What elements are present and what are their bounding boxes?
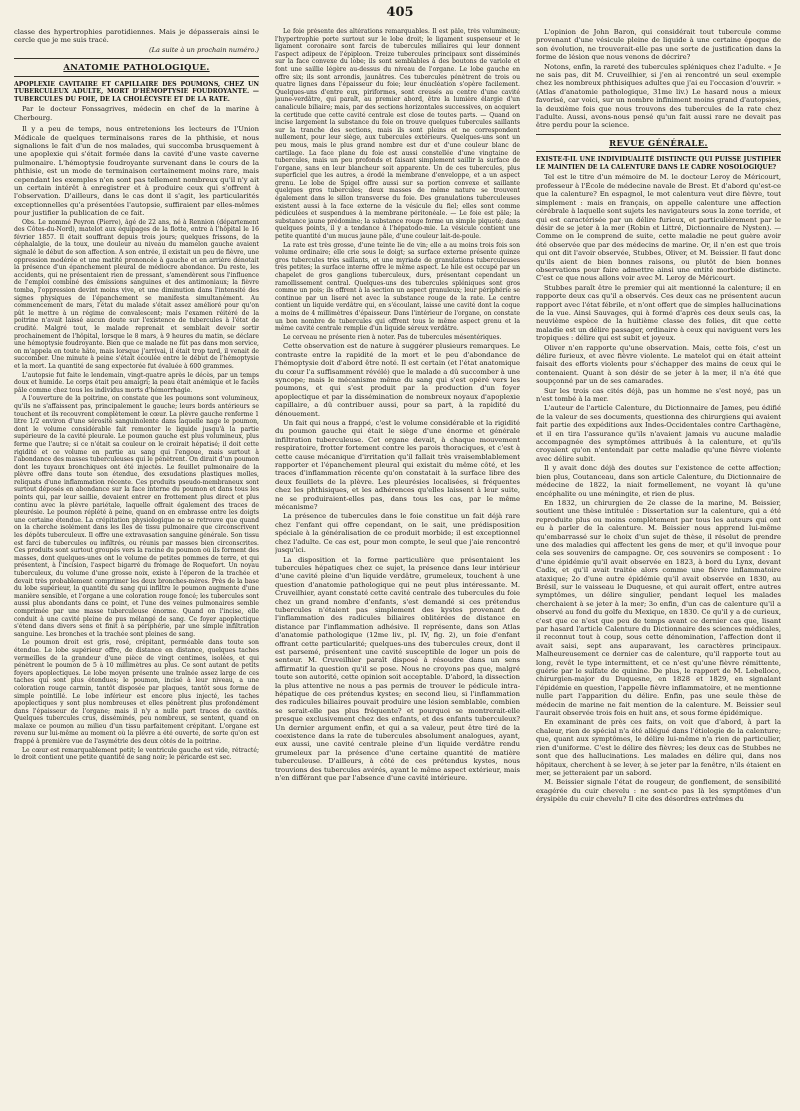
paragraph: L'autopsie fut faite le lendemain, vingt-quatre après le décès, par un temps doux et humide. Le corps était peu amaigri; la peau était anémique et le faciès pâle comme chez tous les individus morts d'hémorrhagie. <box>14 371 259 394</box>
paragraph: La rate est très grosse, d'une teinte lie de vin; elle a au moins trois fois son volume ordinaire; elle crie sous le doigt; sa surface externe présente quinze gros tubercules très saillants, et une myriade de granulations tuberculeuses très petites; la surface interne offre le même aspect. Le hile est occupé par un chapelet de gros ganglions tuberculeux, durs, présentant cependant un ramollissement central. Quelques-uns des tubercules spléniques sont gros comme un pois; ils offrent à la section un aspect granuleux; leur périphérie se continue par un liseré net avec la substance rouge de la rate. Le centre contient un liquide verdâtre qui, en s'écoulant, laisse une cavité dont la coque a moins de 4 millimètres d'épaisseur. Dans l'intérieur de l'organe, on constate un bon nombre de tubercules qui offrent tous le même aspect grenu et la même cavité centrale remplie d'un liquide séreux verdâtre. <box>275 241 520 333</box>
paragraph: Notons, enfin, la rareté des tubercules spléniques chez l'adulte. « Je ne sais pas, dit M. Cruveilhier, si j'en ai rencontré un seul exemple chez les nombreux phthisiques adultes que j'ai eu l'occasion d'ouvrir. » (Atlas d'anatomie pathologique, 31me liv.) Le hasard nous a mieux favorisé, car voici, sur un nombre infiniment moins grand d'autopsies, la deuxième fois que nous trouvons des tubercules de la rate chez l'adulte. Aussi, avons-nous pensé qu'un fait aussi rare ne devait pas être perdu pour la science. <box>536 62 781 130</box>
paragraph: En 1832, un chirurgien de 2e classe de la marine, M. Beissier, soutient une thèse intitulée : Dissertation sur la calenture, qui a été reproduite plus ou moins complètement par tous les auteurs qui ont eu à parler de la calenture. M. Beissier nous apprend lui-même qu'embarrassé sur le choix d'un sujet de thèse, il résolut de prendre une des maladies qui affectent les gens de mer, et qu'il invoque pour cela ses souvenirs de campagne. Or, ces souvenirs se composent : 1o d'une épidémie qu'il avait observée en 1823, à bord du Lynx, devant Cadix, et qu'il avait traitée alors comme une fièvre inflammatoire ataxique; 2o d'une autre épidémie qu'il avait observée en 1830, au Brésil, sur le vaisseau le Duquesne, et qui aurait offert, entre autres symptômes, un délire singulier, pendant lequel les malades cherchaient à se jeter à la mer; 3o enfin, d'un cas de calenture qu'il a observé au fond du golfe du Mexique, en 1830. Ce qu'il y a de curieux, c'est que ce n'est que peu de temps avant ce dernier cas que, lisant par hasard l'article Calenture du Dictionnaire des sciences médicales, il reconnut tout à coup, sous cette dénomination, l'affection dont il avait saisi, sept ans auparavant, les caractères principaux. Malheureusement ce dernier cas de calenture, qu'il rapporte tout au long, revêt le type intermittent, et ce n'est qu'une fièvre rémittente, guérie par le sulfate de quinine. De plus, le rapport de M. Lebelloco, chirurgien-major du Duquesne, en 1828 et 1829, en signalant l'épidémie en question, l'appelle fièvre inflammatoire, et ne mentionne nulle part l'apparition du délire. Enfin, pas une seule thèse de médecin de marine ne fait mention de la calenture. M. Beissier seul l'aurait observée trois fois en huit ans, et sous forme épidémique. <box>536 498 781 718</box>
article-title: APOPLEXIE CAVITAIRE ET CAPILLAIRE DES POUMONS, CHEZ UN TUBERCULEUX ADULTE, MORT D'HÉMOPTYSIE FOUDROYANTE. — TUBERCULES DU FOIE, DE LA CHOLÉCYSTE ET DE LA RATE. <box>14 80 259 103</box>
paragraph: En examinant de près ces faits, on voit que d'abord, à part la chaleur, rien de spécial n'a été allégué dans l'étiologie de la calenture; que, quant aux symptômes, le délire lui-même n'a rien de particulier, rien d'uniforme. C'est le délire des fièvres; les deux cas de Stubbes ne sont que des hallucinations. Les malades en délire qui, dans nos hôpitaux, cherchent à se lever, à se jeter par la fenêtre, n'ils étaient en mer, se jetteraient par un sabord. <box>536 718 781 777</box>
paragraph: Cette observation est de nature à suggérer plusieurs remarques. Le contraste entre la rapidité de la mort et le peu d'abondance de l'hémoptysie doit d'abord être noté. Il est certain (et l'état anatomique du cœur l'a suffisamment révélé) que le malade a dû succomber à une syncope; mais le mécanisme même du sang qui s'est opéré vers les poumons, et qui s'est produit par la production d'un foyer apoplectique et par la dissémination de nombreux noyaux d'apoplexie capillaire, a dû contribuer aussi, pour sa part, à la rapidité du dénouement. <box>275 342 520 418</box>
paragraph: Stubbes paraît être le premier qui ait mentionné la calenture; il en rapporte deux cas qu'il a observés. Ces deux cas ne présentent aucun rapport avec l'état fébrile, et n'ont offert que de simples hallucinations de la vue. Ainsi Sauvages, qui à formé d'après ces deux seuls cas, la neuvième espèce de la huitième classe des folies, dit que cette maladie est un délire passager, ordinaire à ceux qui naviguent vers les tropiques : délire qui est subit et joyeux. <box>536 283 781 343</box>
paragraph: M. Beissier signale l'état de rougeur, de gonflement, de sensibilité exagérée du cuir chevelu : ne sont-ce pas là les symptômes d'un érysipèle du cuir chevelu? Il cite des désordres extrêmes du <box>536 778 781 804</box>
paragraph: Oliver n'en rapporte qu'une observation. Mais, cette fois, c'est un délire furieux, et avec fièvre violente. Le matelot qui en était atteint faisait des efforts violents pour s'échapper des mains de ceux qui le contenaient. Quant à son désir de se jeter à la mer, il n'a été que soupçonné par un de ses camarades. <box>536 343 781 386</box>
continuation-note: (La suite à un prochain numéro.) <box>149 45 259 54</box>
column-2 <box>275 28 520 1106</box>
paragraph: Sur les trois cas cités déjà, pas un homme ne s'est noyé, pas un n'est tombé à la mer. <box>536 386 781 404</box>
article-title: EXISTE-T-IL UNE INDIVIDUALITÉ DISTINCTE QUI PUISSE JUSTIFIER LE MAINTIEN DE LA CALENTURE DANS LE CADRE NOSOLOGIQUE? <box>536 156 781 171</box>
section-title: ANATOMIE PATHOLOGIQUE. <box>63 62 210 73</box>
paragraph: classe des hypertrophies parotidiennes. Mais je dépasserais ainsi le cercle que je me suis tracé. <box>14 28 259 45</box>
paragraph: L'opinion de John Baron, qui considérait tout tubercule comme provenant d'une vésicule pleine de liquide à une certaine époque de son évolution, ne trouverait-elle pas une sorte de justification dans la forme de lésion que nous venons de décrire? <box>536 28 781 62</box>
section-title: REVUE GÉNÉRALE. <box>609 137 708 148</box>
paragraph: Tel est le titre d'un mémoire de M. le docteur Leroy de Méricourt, professeur à l'École de médecine navale de Brest. Et d'abord qu'est-ce que la calenture? En espagnol, le mot calentura veut dire fièvre, tout simplement : mais en français, on appelle calenture une affection cérébrale à laquelle sont sujets les navigateurs sous la zone torride, et qui est caractérisée par un délire furieux, et particulièrement par le désir de se jeter à la mer (Robin et Littré, Dictionnaire de Nysten). — Comme on le comprend de suite, cette maladie ne peut guère avoir été observée que par des médecins de marine. Or, il n'en est que trois qui ont dit l'avoir observée, Stubbes, Oliver, et M. Beissier. Il faut donc qu'ils aient de bien bonnes raisons, ou plutôt de bien bonnes observations pour faire admettre ainsi une entité morbide distincte. C'est ce que nous allons voir avec M. Leroy de Méricourt. <box>536 173 781 283</box>
divider <box>14 58 259 59</box>
paragraph: A l'ouverture de la poitrine, on constate que les poumons sont volumineux, qu'ils ne s'affaissent pas, principalement le gauche; leurs bords antérieurs se touchent et ils recouvrent complètement le cœur. La plèvre gauche renferme 1 litre 1/2 environ d'une sérosité sanguinolente dans laquelle nage le poumon, dont le volume considérable fait remonter le liquide jusqu'à la partie supérieure de la cavité pleurale. Le poumon gauche est plus volumineux, plus ferme que l'autre; si ce n'était sa couleur on le croirait hépatisé; il doit cette rigidité et ce volume en partie au sang qui l'engoue, mais surtout à l'abondance des masses tuberculeuses qui le pénètrent. On dirait d'un poumon dont les tuyaux bronchiques ont été injectés. Le feuillet pulmonaire de la plèvre offre dans toute son étendue, des exsudations plastiques molles, reliquats d'une inflammation récente. Ces produits pseudo-membraneux sont surtout déposés en abondance sur la face interne du poumon et dans tous les points qui, par leur saillie, devaient entrer en frottement plus direct et plus continu avec la plèvre pariétale, laquelle offrait également des traces de pleurésie. Le poumon réplété à peine, quand on en embrasse entre les doigts une certaine étendue. La crépitation physiologique ne se retrouve que quand on la cherche isolément dans les îles de tissu pulmonaire que circonscrivent les dépôts tuberculeux. Il offre une extravasation sanguine générale. Son tissu est farci de tubercules ou infiltrés, ou réunis par masses bien circonscrites. Ces produits sont surtout groupés vers la racine du poumon où ils forment des masses, dont quelques-unes ont le volume de petites pommes de terre, et qui présentent, à l'incision, l'aspect bigarré du fromage de Roquefort. Un noyau tuberculeux, du volume d'une grosse noix, existe à l'éperon de la trachée et devait très probablement comprimer les deux bronches-mères. Près de la base du lobe supérieur, la quantité du sang qui infiltre le poumon augmente d'une manière sensible, et l'organe a une coloration rouge foncé; les tubercules sont aussi plus abondants dans ce point, et l'une des veines pulmonaires semble comprimée par une masse tuberculeuse énorme. Quand on l'incise, elle conduit à une cavité pleine de pus mélangé de sang. Ce foyer apoplectique s'étend dans divers sens et finit à sa périphérie, par une simple infiltration sanguine. Les bronches et la trachée sont pleines de sang. <box>14 395 259 638</box>
paragraph: Un fait qui nous a frappé, c'est le volume considérable et la rigidité du poumon gauche qui était le siège d'une énorme et générale infiltration tuberculeuse. Cet organe devait, à chaque mouvement respiratoire, frotter fortement contre les parois thoraciques, et c'est à cette cause mécanique d'irritation qu'il fallait très vraisemblablement rapporter et l'épanchement pleural qui existait du même côté, et les traces d'inflammation récente qu'on constatait à la surface libre des deux feuillets de la plèvre. Les pleurésies localisées, si fréquentes chez les phthisiques, et les adhérences qu'elles laissent à leur suite, ne se produiraient-elles pas, dans tous les cas, par le même mécanisme? <box>275 419 520 512</box>
paragraph: Le foie présente des altérations remarquables. Il est pâle, très volumineux; l'hypertrophie porte surtout sur le lobe droit; le ligament suspenseur et le ligament coronaire sont farcis de tubercules miliaires qui leur donnent l'aspect adipeux de l'épiploon. Treize tubercules principaux sont disséminés sur la face convexe du lobe; ils sont semblables à des boutons de variole et font une saillie légère au-dessus du niveau de l'organe. Le lobe gauche en offre six; ils sont arrondis, jaunâtres. Ces tubercules pénètrent de trois ou quatre lignes dans l'épaisseur du foie; leur énucléation s'opère facilement. Quelques-uns d'entre eux, piriformes, sont creusés au centre d'une cavité jaune-verdâtre, qui paraît, au premier abord, être la lumière élargie d'un canalicule biliaire; mais, par des sections horizontales successives, on acquiert la certitude que cette cavité centrale est close de toutes parts. — Quand on incise largement la substance du foie on trouve quelques tubercules saillants sur la tranche des sections, mais ils sont pleins et ne correspondent nullement, pour leur siège, aux tubercules extérieurs. Quelques-uns sont un peu mous, mais le plus grand nombre est dur et d'une couleur blanc de cartilage. La face plane du foie est aussi constellée d'une vingtaine de tubercules, mais un peu profonds et faisant simplement saillir la surface de l'organe, sans en leur blancheur soit apparente. Un de ces tubercules, plus superficiel que les autres, a érodé la membrane d'enveloppe, et a un aspect grenu. Le lobe de Spigel offre aussi sur sa portion convexe et saillante quelques gros tubercules; deux masses de même nature se trouvent également dans le sillon transverse du foie. Des granulations tuberculeuses existent aussi à la face externe de la vésicule du fiel; elles sont comme pédiculées et suspendues à la membrane péritonéale. — Le foie est pâle; la substance jaune prédomine; la substance rouge forme un simple piqueté; dans quelques points, il y a tendance à l'hépatodo-mie. La vésicule contient une petite quantité d'un mucus jaune pâle, d'une couleur lait-de-poule. <box>275 28 520 241</box>
divider <box>536 134 781 135</box>
byline: Par le docteur Fonssagrives, médecin en chef de la marine à Cherbourg. <box>14 105 259 122</box>
paragraph: La présence de tubercules dans le foie constitue un fait déjà rare chez l'enfant qui offre cependant, on le sait, une prédisposition spéciale à la généralisation de ce produit morbide; il est exceptionnel chez l'adulte. Ce cas est, pour mon compte, le seul que j'aie rencontré jusqu'ici. <box>275 512 520 555</box>
paragraph: Le cerveau ne présente rien à noter. Pas de tubercules mésentériques. <box>283 333 502 341</box>
paragraph: La disposition et la forme particulière que présentaient les tubercules hépatiques chez ce sujet, la présence dans leur intérieur d'une cavité pleine d'un liquide verdâtre, grumeleux, touchent à une question d'anatomie pathologique qui ne peut plus intéressante. M. Cruveilhier, ayant constaté cette cavité centrale des tubercules du foie chez un grand nombre d'enfants, s'est demandé si ces prétendus tubercules n'étaient pas simplement des kystes provenant de l'inflammation des radicules biliaires oblitérées de distance en distance par l'inflammation adhésive. Il représente, dans son Atlas d'anatomie pathologique (12me liv., pl. IV, fig. 2), un foie d'enfant offrant cette particularité; quelques-uns des tubercules creux, dont il est parsemé, présentent une cavité susceptible de loger un pois de senteur. M. Cruveilhier paraît disposé à résoudre dans un sens affirmatif la question qu'il se pose. Nous ne croyons pas que, malgré toute son autorité, cette opinion soit acceptable. D'abord, la dissection la plus attentive ne nous a pas permis de trouver le pédicule intra-hépatique de ces prétendus kystes; en second lieu, si l'inflammation des radicules biliaires pouvait produire une lésion semblable, combien se serait-elle pas plus fréquente? et pourquoi se montrerait-elle presque exclusivement chez des enfants, et des enfants tuberculeux? Un dernier argument enfin, et qui a sa valeur, peut être tiré de la coexistence dans la rate de tubercules absolument analogues, ayant, eux aussi, une cavité centrale pleine d'un liquide verdâtre rendu grumeleux par la présence d'une certaine quantité de matière tuberculeuse. D'ailleurs, à côté de ces prétendus kystes, nous trouvions des tubercules avérés, ayant le même aspect extérieur, mais n'en différant que par l'absence d'une cavité intérieure. <box>275 555 520 783</box>
paragraph: Il y a peu de temps, nous entretenions les lecteurs de l'Union Médicale de quelques terminaisons rares de la phthisie, et nous signalions le fait d'un de nos malades, qui succomba brusquement à une apoplexie qui s'était formée dans la cavité d'une vaste caverne pulmonaire. L'hémoptysie foudroyante survenant dans le cours de la phthisie, est un mode de terminaison certainement moins rare, mais cependant les exemples n'en sont pas tellement nombreux qu'il n'y ait un certain intérêt à enregistrer et à produire ceux qui s'offrent à l'observation. D'ailleurs, dans le cas dont il s'agit, les particularités exceptionnelles qu'a présentées l'autopsie, suffiraient par elles-mêmes pour justifier la publication de ce fait. <box>14 125 259 218</box>
paragraph: L'auteur de l'article Calenture, du Dictionnaire de James, peu édifié de la valeur de ses documents, questionna des chirurgiens qui avaient fait partie des expéditions aux Indes-Occidentales contre Carthagène, et il en tira l'assurance qu'ils n'avaient jamais vu aucune maladie accompagnée des symptômes attribués à la calenture, et qu'ils croyaient qu'on n'entendait par cette maladie qu'une fièvre violente avec délire subit. <box>536 404 781 463</box>
paragraph: Le poumon droit est gris, rosé, crépitant, perméable dans toute son étendue. Le lobe supérieur offre, de distance en distance, quelques taches vermeilles de la grandeur d'une pièce de vingt centimes, isolées, et qui pénètrent le poumon de 5 à 10 millimètres au plus. Ce sont autant de petits foyers apoplectiques. Le lobe moyen présente une traînée assez large de ces taches qui sont plus étendues; le poumon, incisé à leur niveau, a une coloration rouge carmin, tantôt disposée par plaques, tantôt sous forme de simple pointillé. Le lobe inférieur est encore plus injecté, les taches apoplectiques y sont plus nombreuses et elles pénètrent plus profondément dans l'épaisseur de l'organe; mais il n'y a nulle part traces de cavités. Quelques tubercules crus, disséminés, peu nombreux, se sentent, quand on malaxe ce poumon au milieu d'un tissu parfaitement crépitant. L'organe est revenu sur lui-même au moment où la plèvre a été ouverte, de sorte qu'on est frappé à première vue de l'asymétrie des deux côtés de la poitrine. <box>14 639 259 746</box>
page-number: 405 <box>386 5 414 20</box>
divider <box>536 151 781 152</box>
paragraph: Le cœur est remarquablement petit; le ventricule gauche est vide, rétracté; le droit contient une petite quantité de sang noir; le péricarde est sec. <box>14 746 259 762</box>
column-1 <box>14 28 259 1106</box>
divider <box>14 76 259 77</box>
paragraph: Il y avait donc déjà des doutes sur l'existence de cette affection; bien plus, Coutanceau, dans son article Calenture, du Dictionnaire de médecine de 1822, la niait formellement, ne voyant là qu'une encéphalite ou une méningite, et rien de plus. <box>536 464 781 498</box>
paragraph: Obs. Le nommé Peyron (Pierre), âgé de 22 ans, né à Rennion (département des Côtes-du-Nord), matelot aux équipages de la flotte, entre à l'hôpital le 16 février 1857. Il était souffrant depuis trois jours; quelques frissons, de la céphalalgie, de la toux, une douleur au niveau du mamelon gauche avaient signalé le début de son affection. A son entrée, il existait un peu de fièvre, une oppression modérée et une matité prononcée à gauche et en arrière dénotait la présence d'un épanchement pleural de médiocre abondance. Du reste, les accidents, qui ne présentaient rien de pressant, s'amendèrent sous l'influence de l'emploi combiné des émissions sanguines et des antimoniaux; la fièvre tomba, l'oppression devint moins vive, et une diminution dans l'intensité des signes physiques de l'épanchement se manifesta simultanément. Au commencement de mars, l'état du malade s'était assez amélioré pour qu'on pût le mettre à un régime de convalescent; mais l'examen réitéré de la poitrine n'avait laissé aucun doute sur l'existence de tubercules à l'état de crudité. Malgré tout, le malade reprenait et semblait devoir sortir prochainement de l'hôpital, lorsque le 8 mars, à 9 heures du matin, se déclare une hémoptysie foudroyante. Bien que ce malade ne fût pas dans mon service, on m'appela en toute hâte, mais lorsque j'arrivai, il était trop tard, il venait de succomber. Une minute à peine s'était écoulée entre le début de l'hémoptysie et la mort. La quantité de sang expectorée fut évaluée à 600 grammes. <box>14 218 259 370</box>
column-3 <box>536 28 781 1106</box>
